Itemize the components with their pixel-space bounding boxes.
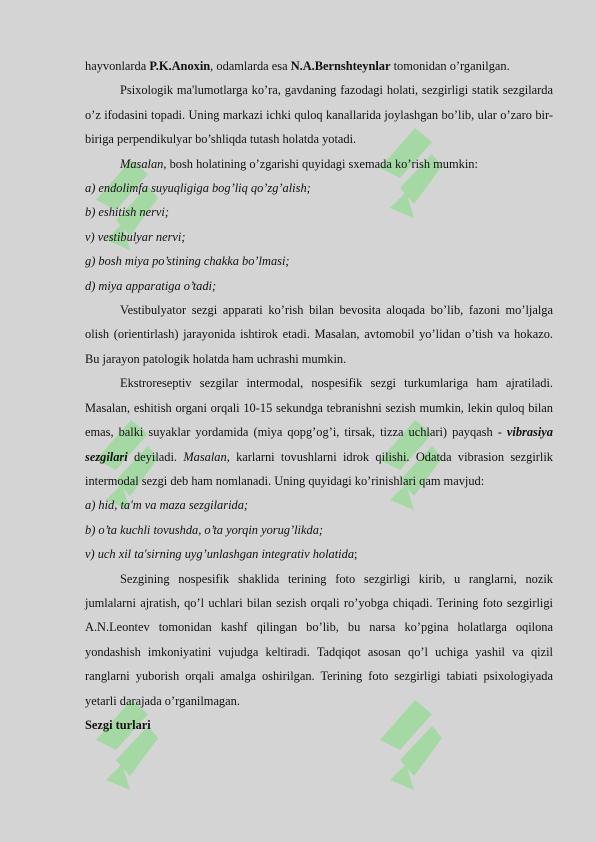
list-item: v) vestibulyar nervi;	[85, 229, 186, 244]
list-item: v) uch xil ta'sirning uyg’unlashgan integrativ holatida;	[85, 547, 358, 562]
list-item: b) eshitish nervi;	[85, 205, 169, 220]
section-heading: Sezgi turlari	[85, 717, 151, 732]
paragraph-photo-sensitivity: Sezgining nospesifik shaklida terining foto sezgirligi kirib, u ranglarni, nozik jumlalarni ajratish, qo’l uchlari bilan sezish orqali ro’yobga chiqadi. Terining foto sezgirligi A.N.Leontev tomonidan kashf qilingan bo’lib, bu narsa ko’pgina holatlarga oqilona yondashish imkoniyatini vujudga keltiradi. Tadqiqot asosan qo’l uchiga yashil va qizil ranglarni yuborish orqali amalga oshirilgan. Terining foto sezgirligi tabiati psixologiyada yetarli darajada o’rganilmagan.	[85, 571, 553, 708]
list-item: g) bosh miya po’stining chakka bo’lmasi;	[85, 254, 290, 269]
paragraph-exteroceptive: Ekstroreseptiv sezgilar intermodal, nospesifik sezgi turkumlariga ham ajratiladi. Masalan, eshitish organi orqali 10-15 sekundga tebranishni sezish mumkin, lekin quloq bilan emas, balki suyaklar yordamida (miya qopg’og’i, tirsak, tizza uchlari) payqash - vibrasiya sezgilari deyiladi. Masalan, karlarni tovushlarni idrok qilishi. Odatda vibrasion sezgirlik intermodal sezgi deb ham nomlanadi. Uning quyidagi ko’rinishlari qam mavjud:	[85, 376, 553, 488]
paragraph-static-sense: Psixologik ma'lumotlarga ko’ra, gavdaning fazodagi holati, sezgirligi statik sezgilarda o’z ifodasini topadi. Uning markazi ichki quloq kanallarida joylashgan bo’lib, ular o’zaro bir-biriga perpendikulyar bo’shliqda tutash holatda yotadi.	[85, 83, 553, 147]
key-term: vibrasiya sezgilari	[85, 425, 553, 464]
paragraph-intro: hayvonlarda P.K.Anoxin, odamlarda esa N.A.Bernshteynlar tomonidan o’rganilgan.	[85, 59, 510, 73]
list-item: d) miya apparatiga o’tadi;	[85, 278, 217, 293]
paragraph-vestibular: Vestibulyator sezgi apparati ko’rish bilan bevosita aloqada bo’lib, fazoni mo’ljalga olish (orientirlash) jarayonida ishtirok etadi. Masalan, avtomobil yo’lidan o’tish va hokazo. Bu jarayon patologik holatda ham uchrashi mumkin.	[85, 303, 553, 366]
list-item: a) endolimfa suyuqligiga bog’liq qo’zg’alish;	[85, 181, 311, 196]
document-body	[85, 54, 553, 737]
author-name: P.K.Anoxin	[149, 59, 211, 73]
paragraph-scheme-intro: Masalan, bosh holatining o’zgarishi quyidagi sxemada ko’rish mumkin:	[120, 156, 478, 171]
list-item: a) hid, ta'm va maza sezgilarida;	[85, 498, 249, 513]
author-name: N.A.Bernshteynlar	[290, 59, 391, 73]
list-item: b) o’ta kuchli tovushda, o’ta yorqin yorug’likda;	[85, 522, 324, 537]
